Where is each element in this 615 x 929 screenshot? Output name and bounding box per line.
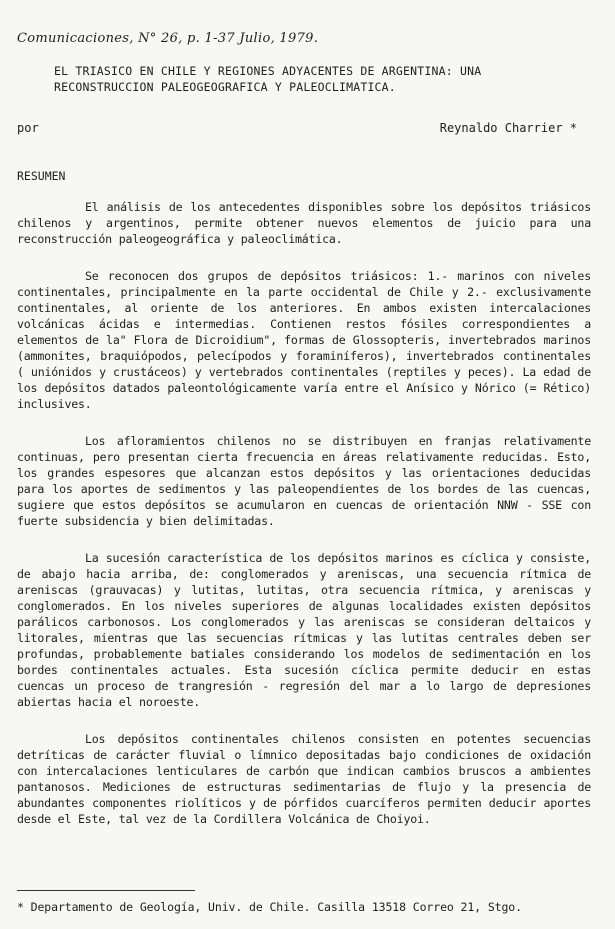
author-name: Reynaldo Charrier * — [439, 121, 577, 135]
abstract-paragraph: Los depósitos continentales chilenos consisten en potentes secuencias detríticas de carácter fluvial o límnico depositadas bajo condiciones de oxidación con intercalaciones lenticulares de carbón que indican cambios bruscos a ambientes pantanosos. Mediciones de estructuras sedimentarias de flujo y la presencia de abundantes componentes riolíticos y de pórfidos cuarcíferos permiten deducir aportes desde el Este, tal vez de la Cordillera Volcánica de Choiyoi. — [17, 732, 591, 826]
section-title-resumen: RESUMEN — [17, 169, 66, 183]
byline-por: por — [17, 121, 39, 135]
footnote-divider — [17, 890, 195, 891]
abstract-paragraph: Los afloramientos chilenos no se distribuyen en franjas relativamente continuas, pero presentan cierta frecuencia en áreas relativamente reducidas. Esto, los grandes espesores que alcanzan estos depósitos y las orientaciones deducidas para los aportes de sedimentos y las paleopendientes de los bordes de las cuencas, sugiere que estos depósitos se acumularon en cuencas de orientación NNW - SSE con fuerte subsidencia y bien delimitadas. — [17, 434, 591, 528]
journal-header: Comunicaciones, N° 26, p. 1-37 Julio, 1979. — [17, 31, 319, 46]
abstract-paragraph: La sucesión característica de los depósitos marinos es cíclica y consiste, de abajo hacia arriba, de: conglomerados y areniscas, una secuencia rítmica de areniscas (grauvacas) y lutitas, lutitas, otra secuencia rítmica, y areniscas y conglomerados. En los niveles superiores de algunas localidades existen depósitos parálicos carbonosos. Los conglomerados y las areniscas se consideran deltaicos y litorales, mientras que las secuencias rítmicas y las lutitas centrales deben ser profundas, probablemente batiales considerando los modelos de sedimentación en los bordes continentales actuales. Esta sucesión cíclica permite deducir en estas cuencas un proceso de trangresión - regresión del mar a lo largo de depresiones abiertas hacia el noroeste. — [17, 551, 591, 709]
abstract-paragraph: El análisis de los antecedentes disponibles sobre los depósitos triásicos chilenos y argentinos, permite obtener nuevos elementos de juicio para una reconstrucción paleogeográfica y paleoclimática. — [17, 200, 591, 246]
byline — [17, 121, 577, 135]
footnote: * Departamento de Geología, Univ. de Chile. Casilla 13518 Correo 21, Stgo. — [17, 900, 522, 914]
paper-title: EL TRIASICO EN CHILE Y REGIONES ADYACENTES DE ARGENTINA: UNA RECONSTRUCCION PALEOGEOGRAFICA Y PALEOCLIMATICA. — [54, 64, 482, 94]
abstract-body — [17, 199, 591, 848]
abstract-paragraph: Se reconocen dos grupos de depósitos triásicos: 1.- marinos con niveles continentales, principalmente en la parte occidental de Chile y 2.- exclusivamente continentales, al oriente de los anteriores. En ambos existen intercalaciones volcánicas ácidas e intermedias. Contienen restos fósiles correspondientes a elementos de la" Flora de Dicroidium", formas de Glossopteris, invertebrados marinos (ammonites, braquiópodos, pelecípodos y foraminíferos), invertebrados continentales ( uniónidos y crustáceos) y vertebrados continentales (reptiles y peces). La edad de los depósitos datados paleontológicamente varía entre el Anísico y Nórico (= Rético) inclusives. — [17, 269, 591, 411]
